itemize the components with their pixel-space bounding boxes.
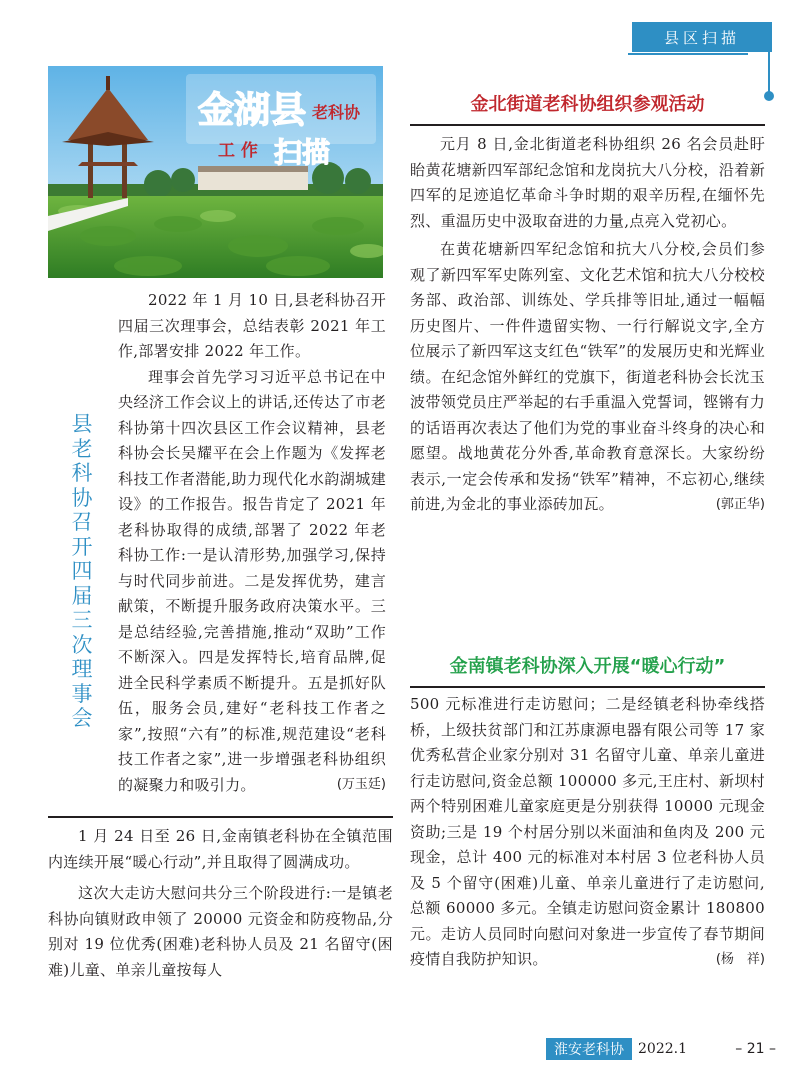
article1-body bbox=[118, 288, 386, 792]
article2-headline: 金北街道老科协组织参观活动 bbox=[470, 94, 705, 115]
article1-paragraph: 2022 年 1 月 10 日,县老科协召开四届三次理事会，总结表彰 2021 年工作,部署安排 2022 年工作。 bbox=[118, 291, 386, 360]
article3-paragraph: 500 元标准进行走访慰问；二是经镇老科协牵线搭桥，上级扶贫部门和江苏康源电器有限公司等 17 家优秀私营企业家分别对 31 名留守儿童、单亲儿童进行走访慰问,资金总额 100000 多元,王庄村、新坝村两个特别困难儿童家庭更是分别获得 10000 元现金资助;三是 19 个村居分别以米面油和鱼肉及 200 元现金，总计 400 元的标准对本村居 3 位老科协人员及 5 个留守(困难)儿童、单亲儿童进行了走访慰问,总额 60000 多元。全镇走访慰问资金累计 180800 元。走访人员同时向慰问对象进一步宣传了春节期间疫情自我防护知识。 bbox=[410, 695, 765, 968]
article2-body bbox=[410, 132, 765, 512]
headline-rule bbox=[410, 686, 765, 688]
banner-image bbox=[48, 66, 383, 278]
article3-body-right bbox=[410, 692, 765, 967]
article3-headline: 金南镇老科协深入开展“暖心行动” bbox=[449, 656, 726, 677]
article1-author: (万玉廷) bbox=[336, 777, 386, 792]
article3-body-left bbox=[48, 824, 393, 983]
page-footer bbox=[546, 1038, 776, 1060]
headline-rule bbox=[410, 124, 765, 126]
section-tab: 县区扫描 bbox=[632, 22, 772, 52]
article2-paragraph: 元月 8 日,金北街道老科协组织 26 名会员赴盱眙黄花塘新四军部纪念馆和龙岗抗大八分校，沿着新四军的足迹追忆革命斗争时期的艰辛历程,在缅怀先烈、重温历史中汲取奋进的力量,点亮入党初心。 bbox=[410, 135, 765, 230]
banner-title-small: 老科协 bbox=[312, 103, 361, 122]
header-dot bbox=[764, 91, 774, 101]
banner-title-line2-main: 扫描 bbox=[274, 136, 331, 169]
column-divider bbox=[48, 816, 393, 818]
article3-paragraph: 这次大走访大慰问共分三个阶段进行:一是镇老科协向镇财政申领了 20000 元资金和防疫物品,分别对 19 位优秀(困难)老科协人员及 21 名留守(困难)儿童、单亲儿童按每人 bbox=[48, 884, 393, 979]
article2-paragraph: 在黄花塘新四军纪念馆和抗大八分校,会员们参观了新四军军史陈列室、文化艺术馆和抗大八分校校务部、政治部、训练处、学兵排等旧址,通过一幅幅历史图片、一件件遗留实物、一行行解说文字,全方位展示了新四军这支红色“铁军”的发展历史和光辉业绩。在纪念馆外鲜红的党旗下，街道老科协会长沈玉波带领党员庄严举起的右手重温入党誓词，铿锵有力的话语再次表达了他们为党的事业奋斗终身的决心和愿望。战地黄花分外香,革命教育意深长。大家纷纷表示,一定会传承和发扬“铁军”精神，不忘初心,继续前进,为金北的事业添砖加瓦。 bbox=[410, 240, 765, 513]
footer-brand: 淮安老科协 bbox=[546, 1038, 632, 1060]
article3-paragraph: 1 月 24 日至 26 日,金南镇老科协在全镇范围内连续开展“暖心行动”,并且取得了圆满成功。 bbox=[48, 827, 393, 871]
article3-author: (杨 祥) bbox=[715, 951, 765, 967]
footer-issue: 2022.1 bbox=[638, 1041, 687, 1057]
article2-author: (郭正华) bbox=[715, 496, 765, 512]
article1-vertical-title: 县老科协召开四届三次理事会 bbox=[71, 412, 93, 730]
header-rule bbox=[628, 53, 748, 55]
banner-title-line2-small: 工 作 bbox=[218, 141, 258, 161]
article1-paragraph: 理事会首先学习习近平总书记在中央经济工作会议上的讲话,还传达了市老科协第十四次县区工作会议精神，县老科协会长吴耀平在会上作题为《发挥老科技工作者潜能,助力现代化水韵湖城建设》的工作报告。报告肯定了 2021 年老科协取得的成绩,部署了 2022 年老科协工作:一是认清形势,加强学习,保持与时代同步前进。二是发挥优势，建言献策，不断提升服务政府决策水平。三是总结经验,完善措施,推动“双助”工作不断深入。四是发挥特长,培育品牌,促进全民科学素质不断提升。五是抓好队伍，服务会员,建好“老科技工作者之家”,按照“六有”的标准,规范建设“老科技工作者之家”,进一步增强老科协组织的凝聚力和吸引力。 bbox=[118, 367, 386, 794]
header-rule-vertical bbox=[768, 36, 770, 94]
page-number: – 21 – bbox=[735, 1041, 776, 1057]
banner-title-main: 金湖县 bbox=[198, 90, 307, 131]
